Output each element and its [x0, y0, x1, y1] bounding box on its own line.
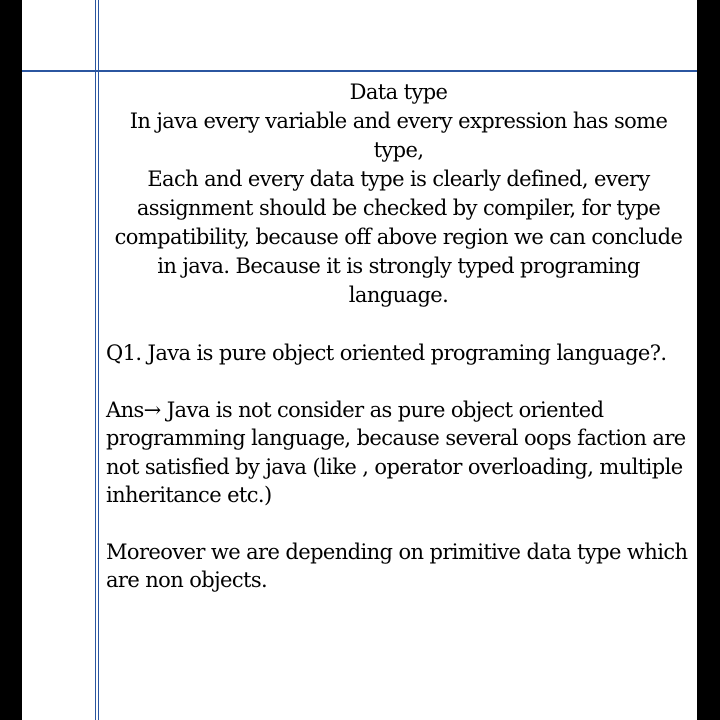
note-content	[106, 78, 691, 595]
answer-line: not satisfied by java (like , operator overloading, multiple	[106, 454, 683, 479]
margin-rule-line	[95, 0, 99, 720]
intro-line: assignment should be checked by compiler, for type	[136, 196, 661, 220]
conclusion-line: Moreover we are depending on primitive data type which	[106, 539, 688, 564]
intro-paragraph	[106, 107, 691, 310]
conclusion-line: are non objects.	[106, 568, 268, 592]
answer-line: inheritance etc.)	[106, 483, 272, 507]
header-rule-line	[22, 70, 697, 72]
notebook-page	[22, 0, 697, 720]
note-title: Data type	[349, 80, 448, 104]
intro-line: in java. Because it is strongly typed programing	[157, 254, 640, 278]
answer-paragraph	[106, 396, 691, 510]
intro-line: compatibility, because off above region we can conclude	[114, 225, 683, 249]
answer-line: Ans→ Java is not consider as pure object oriented	[106, 397, 604, 422]
intro-line: Each and every data type is clearly defined, every	[147, 167, 650, 191]
answer-line: programming language, because several oops faction are	[106, 426, 686, 450]
question-line: Q1. Java is pure object oriented programing language?.	[106, 341, 667, 365]
intro-line: language.	[348, 283, 449, 307]
intro-line: In java every variable and every expression has some type,	[129, 109, 668, 162]
conclusion-paragraph	[106, 538, 691, 595]
